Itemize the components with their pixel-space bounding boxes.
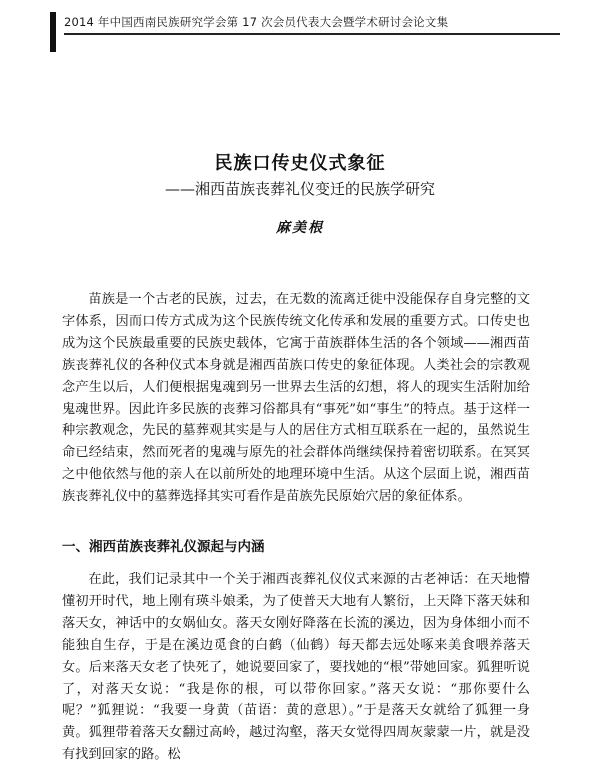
article-title: 民族口传史仪式象征 (214, 153, 386, 174)
header-divider (64, 33, 560, 35)
body-paragraph-1: 苗族是一个古老的民族，过去，在无数的流离迁徙中没能保存自身完整的文字体系，因而口传方式成为这个民族传统文化传承和发展的重要方式。口传史也成为这个民族最重要的民族史载体，它寓于苗族群体生活的各个领域——湘西苗族丧葬礼仪的各种仪式本身就是湘西苗族口传史的象征体现。人类社会的宗教观念产生以后，人们便根据鬼魂到另一世界去生活的幻想，将人的现实生活附加给鬼魂世界。因此许多民族的丧葬习俗都具有“事死”如“事生”的特点。基于这样一种宗教观念，先民的墓葬观其实是与人的居住方式相互联系在一起的，虽然说生命已经结束，然而死者的鬼魂与原先的社会群体尚继续保持着密切联系。在冥冥之中他依然与他的亲人在以前所处的地理环境中生活。从这个层面上说，湘西苗族丧葬礼仪中的墓葬选择其实可看作是苗族先民原始穴居的象征体系。 (62, 292, 530, 505)
header-bar-mark (50, 12, 56, 52)
article-subtitle: ——湘西苗族丧葬礼仪变迁的民族学研究 (164, 180, 435, 198)
section-heading: 一、湘西苗族丧葬礼仪源起与内涵 (62, 539, 265, 555)
body-paragraph-2: 在此，我们记录其中一个关于湘西丧葬礼仪仪式来源的古老神话：在天地懵懂初开时代，地上刚有瑛斗娘柔，为了使普天大地有人繁衍，上天降下落天妹和落天女，神话中的女娲仙女。落天女刚好降落在长流的溪边，因为身体细小而不能独自生存，于是在溪边觅食的白鹤（仙鹤）每天都去远处啄来美食喂养落天女。后来落天女老了快死了，她说要回家了，要找她的“根”带她回家。狐狸听说了，对落天女说：“我是你的根，可以带你回家。”落天女说：“那你要什么呢？”狐狸说：“我要一身黄（苗语：黄的意思）。”于是落天女就给了狐狸一身黄。狐狸带着落天女翻过高岭，越过沟壑，落天女觉得四周灰蒙蒙一片，就是没有找到回家的路。松 (62, 572, 530, 763)
running-header: 2014 年中国西南民族研究学会第 17 次会员代表大会暨学术研讨会论文集 (64, 15, 449, 29)
article-author: 麻美根 (276, 220, 324, 236)
